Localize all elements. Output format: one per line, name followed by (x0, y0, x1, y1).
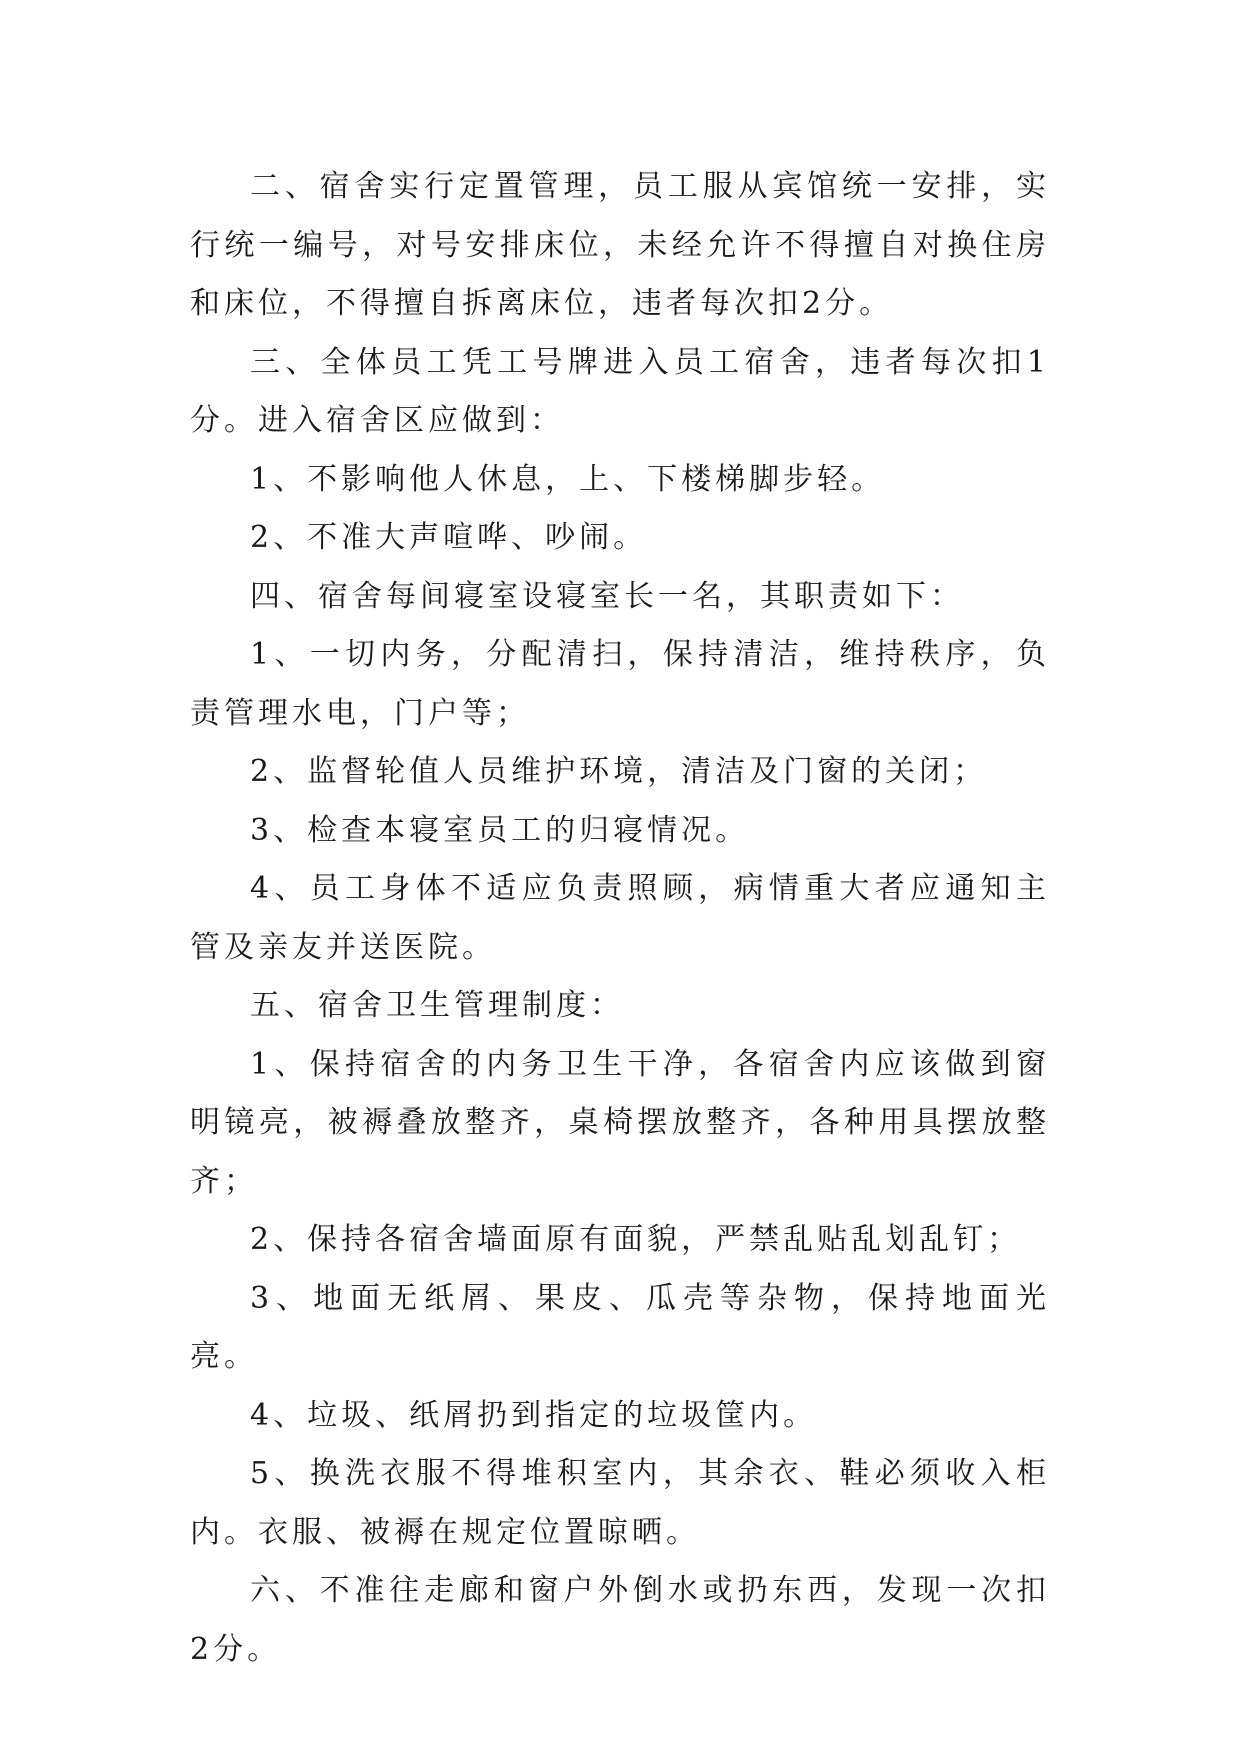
paragraph-rule-3-item-2: 2、不准大声喧哗、吵闹。 (250, 520, 648, 555)
paragraph-rule-6: 六、不准往走廊和窗户外倒水或扔东西，发现一次扣2分。 (190, 1573, 1050, 1667)
paragraph-rule-4: 四、宿舍每间寝室设寝室长一名，其职责如下： (250, 578, 964, 614)
paragraph-rule-5-item-3: 3、地面无纸屑、果皮、瓜壳等杂物，保持地面光亮。 (190, 1280, 1050, 1374)
paragraph-rule-4-item-3: 3、检查本寝室员工的归寝情况。 (250, 812, 750, 848)
paragraph-rule-3: 三、全体员工凭工号牌进入员工宿舍，违者每次扣1分。进入宿舍区应做到： (190, 344, 1050, 438)
paragraph-rule-3-item-1: 1、不影响他人休息，上、下楼梯脚步轻。 (250, 461, 886, 497)
document-body (190, 158, 1050, 1679)
paragraph-rule-4-item-2: 2、监督轮值人员维护环境，清洁及门窗的关闭； (250, 754, 988, 789)
paragraph-rule-5-item-2: 2、保持各宿舍墙面原有面貌，严禁乱贴乱划乱钉； (250, 1222, 1022, 1257)
paragraph-rule-5-item-5: 5、换洗衣服不得堆积室内，其余衣、鞋必须收入柜内。衣服、被褥在规定位置晾晒。 (190, 1456, 1050, 1550)
paragraph-rule-5-item-4: 4、垃圾、纸屑扔到指定的垃圾筐内。 (250, 1397, 818, 1433)
paragraph-rule-5: 五、宿舍卫生管理制度： (250, 988, 624, 1023)
paragraph-rule-2: 二、宿舍实行定置管理，员工服从宾馆统一安排，实行统一编号，对号安排床位，未经允许不得擅自对换住房和床位，不得擅自拆离床位，违者每次扣2分。 (190, 169, 1050, 321)
paragraph-rule-4-item-4: 4、员工身体不适应负责照顾，病情重大者应通知主管及亲友并送医院。 (190, 871, 1050, 965)
paragraph-rule-5-item-1: 1、保持宿舍的内务卫生干净，各宿舍内应该做到窗明镜亮，被褥叠放整齐，桌椅摆放整齐，各种用具摆放整齐； (190, 1046, 1050, 1199)
paragraph-rule-4-item-1: 1、一切内务，分配清扫，保持清洁，维持秩序，负责管理水电，门户等； (190, 637, 1050, 731)
